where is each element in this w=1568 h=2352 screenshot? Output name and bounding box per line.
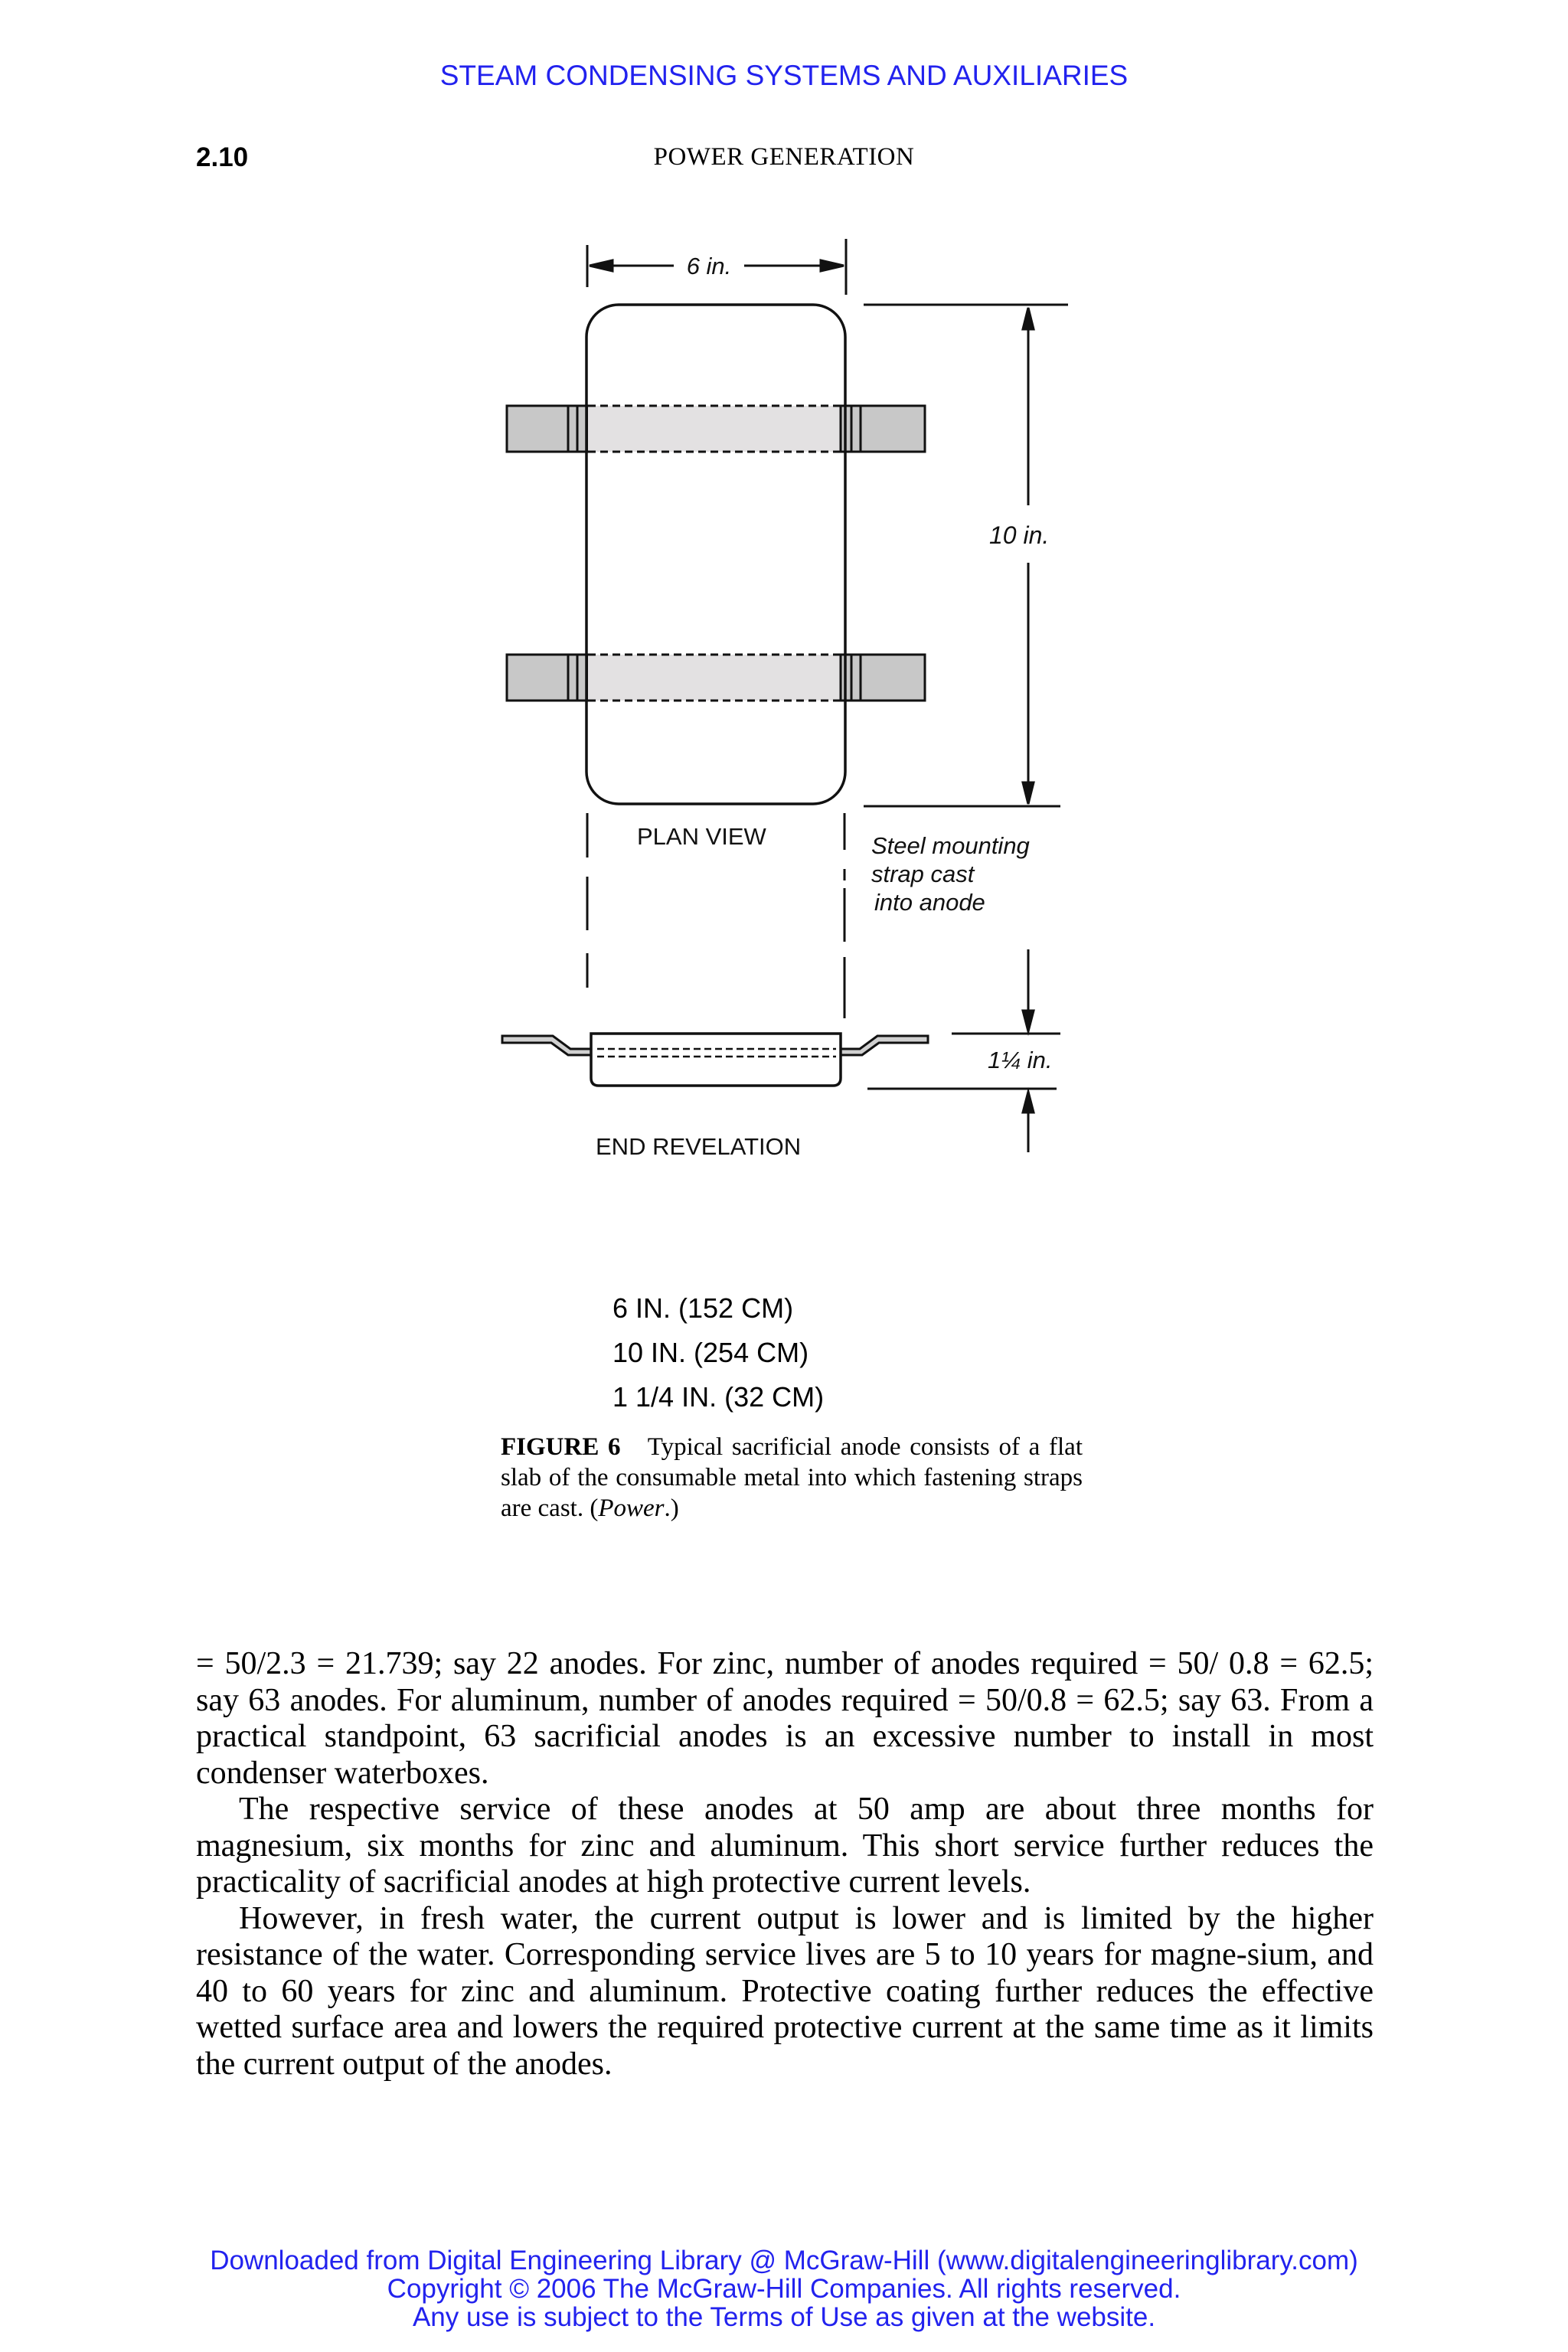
footer-terms-link[interactable]: Any use is subject to the Terms of Use as given at the website.	[412, 2302, 1156, 2332]
conversion-line-3: 1 1/4 IN. (32 CM)	[612, 1381, 825, 1413]
caption-end: .)	[664, 1494, 679, 1522]
footer-download-link[interactable]: Downloaded from Digital Engineering Library @ McGraw-Hill (www.digitalengineeringlibrary.com)	[210, 2246, 1358, 2275]
strap-end-left	[502, 1036, 593, 1055]
end-view-label: END REVELATION	[596, 1133, 802, 1160]
dim-width-arrow-left	[590, 260, 612, 271]
strap-top	[507, 406, 925, 452]
dim-width-arrow-right	[821, 260, 844, 271]
body-paragraph-1: = 50/2.3 = 21.739; say 22 anodes. For zinc, number of anodes required = 50/ 0.8 = 62.5; say 63 anodes. For aluminum, number of anodes required = 50/0.8 = 62.5; say 63. From a practical standpoint, 63 sacrificial anodes is an excessive number to install in most condenser waterboxes.	[196, 1646, 1374, 1791]
caption-text: Typical sacrificial anode consists of a flat slab of the consumable metal into which fastening straps are cast. (	[501, 1433, 1083, 1522]
strap-note-line-2: strap cast	[871, 861, 975, 887]
dim-length-arrow-bottom	[1023, 782, 1034, 804]
running-head[interactable]: STEAM CONDENSING SYSTEMS AND AUXILIARIES	[439, 60, 1129, 91]
strap-bottom	[507, 655, 925, 701]
dim-width-label: 6 in.	[686, 253, 732, 279]
body-text	[196, 1646, 1374, 2082]
strap-note-line-1: Steel mounting	[871, 832, 1030, 859]
footer-copyright: Copyright © 2006 The McGraw-Hill Companies. All rights reserved.	[387, 2274, 1181, 2304]
body-paragraph-3: However, in fresh water, the current output is lower and is limited by the higher resistance of the water. Corresponding service lives are 5 to 10 years for magne-sium, and 40 to 60 years for zinc and aluminum. Protective coating further reduces the effective wetted surface area and lowers the required protective current at the same time as it limits the current output of the anodes.	[196, 1900, 1374, 2082]
anode-slab-end	[591, 1034, 841, 1086]
figure-caption	[501, 1432, 1083, 1524]
dim-thickness-label: 1¼ in.	[988, 1047, 1053, 1073]
page-number: 2.10	[196, 142, 249, 172]
dim-length-label: 10 in.	[989, 521, 1050, 549]
body-paragraph-2: The respective service of these anodes at 50 amp are about three months for magnesium, six months for zinc and aluminum. This short service further reduces the practicality of sacrificial anodes at high protective current levels.	[196, 1792, 1374, 1900]
caption-label: FIGURE 6	[501, 1433, 621, 1461]
strap-end-right	[838, 1036, 928, 1055]
anode-slab-plan	[586, 305, 845, 804]
book-title: POWER GENERATION	[653, 143, 915, 171]
conversion-line-2: 10 IN. (254 CM)	[612, 1337, 809, 1368]
dim-length-arrow-top	[1023, 308, 1034, 329]
dim-thickness-arrow-down	[1023, 1011, 1034, 1031]
conversion-line-1: 6 IN. (152 CM)	[612, 1292, 794, 1324]
caption-source: Power	[598, 1494, 665, 1522]
plan-view-label: PLAN VIEW	[637, 823, 766, 850]
dim-thickness-arrow-up	[1023, 1092, 1034, 1112]
strap-note-line-3: into anode	[874, 889, 985, 916]
